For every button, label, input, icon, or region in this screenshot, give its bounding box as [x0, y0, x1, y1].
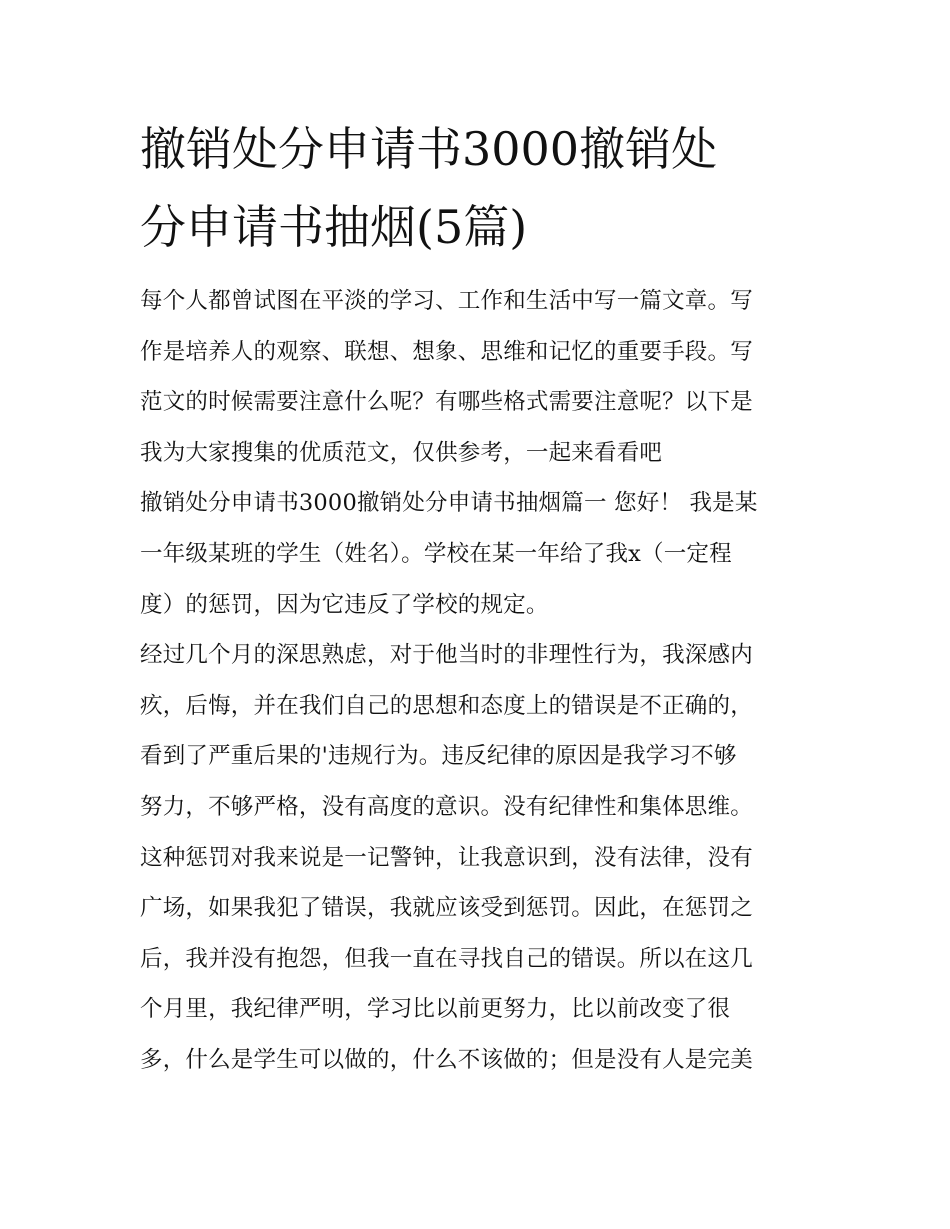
body-line: 每个人都曾试图在平淡的学习、工作和生活中写一篇文章。写 [140, 288, 753, 314]
body-line: 后，我并没有抱怨，但我一直在寻找自己的错误。所以在这几 [140, 945, 753, 972]
title-line: 分申请书抽烟(5篇) [140, 200, 528, 254]
body-line: 经过几个月的深思熟虑，对于他当时的非理性行为，我深感内 [140, 642, 753, 669]
body-line: 努力，不够严格，没有高度的意识。没有纪律性和集体思维。 [140, 793, 753, 820]
body-line: 一年级某班的学生（姓名）。学校在某一年给了我x（一定程 [140, 540, 732, 567]
body-line: 作是培养人的观察、联想、想象、思维和记忆的重要手段。写 [140, 338, 753, 365]
body-line: 这种惩罚对我来说是一记警钟，让我意识到，没有法律，没有 [140, 844, 753, 871]
body-line: 广场，如果我犯了错误，我就应该受到惩罚。因此，在惩罚之 [140, 895, 753, 922]
body-line: 度）的惩罚，因为它违反了学校的规定。 [140, 591, 549, 618]
body-line: 范文的时候需要注意什么呢？有哪些格式需要注意呢？以下是 [140, 389, 753, 416]
body-line: 多，什么是学生可以做的，什么不该做的；但是没有人是完美 [140, 1046, 753, 1073]
document-title [140, 110, 820, 266]
body-line: 我为大家搜集的优质范文，仅供参考，一起来看看吧 [140, 439, 663, 466]
body-line: 疚，后悔，并在我们自己的思想和态度上的错误是不正确的， [140, 692, 753, 719]
body-line: 看到了严重后果的'违规行为。违反纪律的原因是我学习不够 [140, 743, 737, 770]
title-line: 撤销处分申请书3000撤销处 [140, 122, 718, 176]
body-line: 个月里，我纪律严明，学习比以前更努力，比以前改变了很 [140, 996, 731, 1023]
document-body [140, 283, 840, 1093]
body-line: 撤销处分申请书3000撤销处分申请书抽烟篇一 您好！ 我是某 [140, 490, 758, 517]
